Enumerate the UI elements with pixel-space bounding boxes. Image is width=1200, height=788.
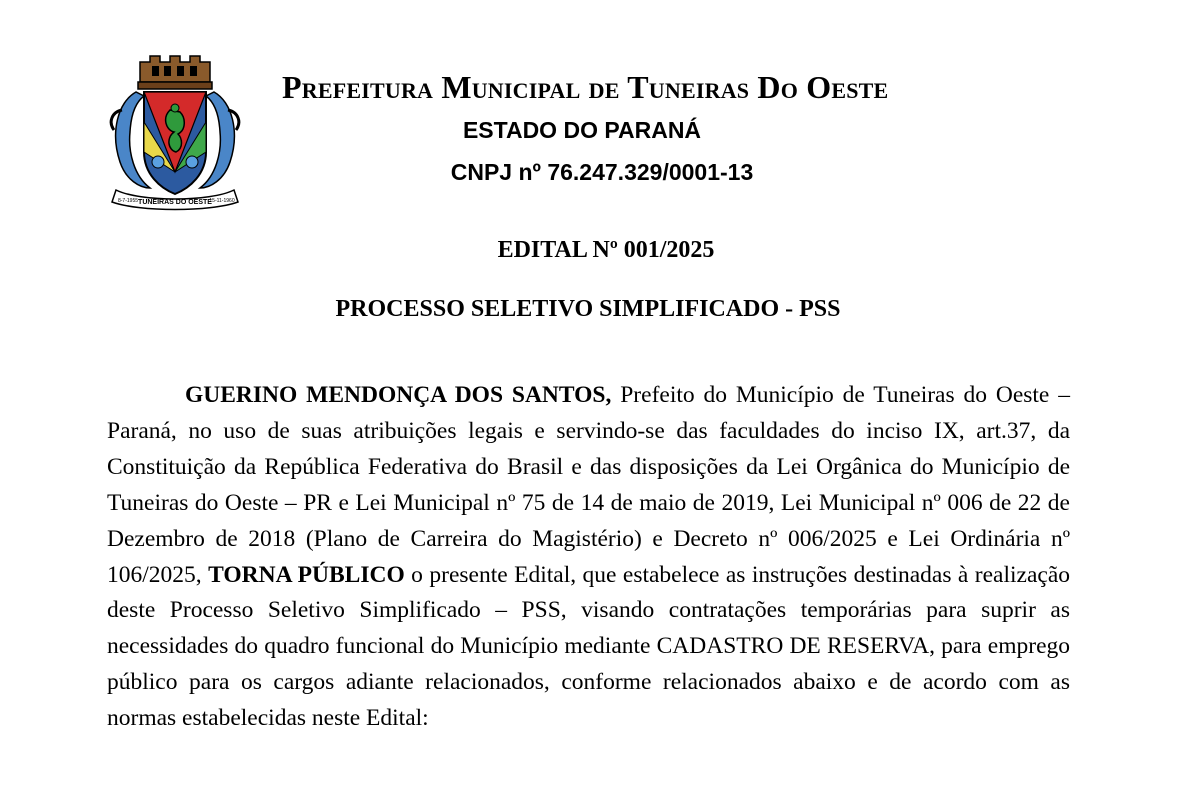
- mural-crown-icon: [138, 56, 212, 89]
- state-name: ESTADO DO PARANÁ: [462, 117, 702, 143]
- paragraph-text-part2: o presente Edital, que estabelece as instruções destinadas à realização deste Processo Seletivo Simplificado – PSS, visando contratações temporárias para suprir as necessidades do quadro funcional do Município mediante CADASTRO DE RESERVA, para emprego público para os cargos adiante relacionados, conforme relacionados abaixo e de acordo com as normas estabelecidas neste Edital:: [107, 561, 1071, 732]
- process-title: PROCESSO SELETIVO SIMPLIFICADO - PSS: [335, 296, 841, 322]
- crest-date-left: 8-7-1955: [117, 198, 139, 204]
- edital-number: EDITAL Nº 001/2025: [497, 237, 715, 263]
- torna-publico-emphasis: TORNA PÚBLICO: [208, 561, 405, 588]
- cnpj-number: CNPJ nº 76.247.329/0001-13: [450, 159, 754, 185]
- edital-paragraph: [107, 378, 1070, 737]
- coat-of-arms-icon: [100, 52, 250, 214]
- mayor-name: GUERINO MENDONÇA DOS SANTOS,: [185, 382, 612, 408]
- crest-ribbon-text: TUNEIRAS DO OESTE: [138, 199, 212, 206]
- municipal-coat-of-arms: [100, 52, 250, 214]
- municipality-title: Prefeitura Municipal de Tuneiras Do Oeste: [282, 69, 889, 105]
- crest-date-right: 15-11-1960: [209, 198, 235, 204]
- paragraph-text-part1: Prefeito do Município de Tuneiras do Oeste – Paraná, no uso de suas atribuições legais e servindo-se das faculdades do inciso IX, art.37, da Constituição da República Federativa do Brasil e das disposições da Lei Orgânica do Município de Tuneiras do Oeste – PR e Lei Municipal nº 75 de 14 de maio de 2019, Lei Municipal nº 006 de 22 de Dezembro de 2018 (Plano de Carreira do Magistério) e Decreto nº 006/2025 e Lei Ordinária nº 106/2025,: [107, 382, 1070, 588]
